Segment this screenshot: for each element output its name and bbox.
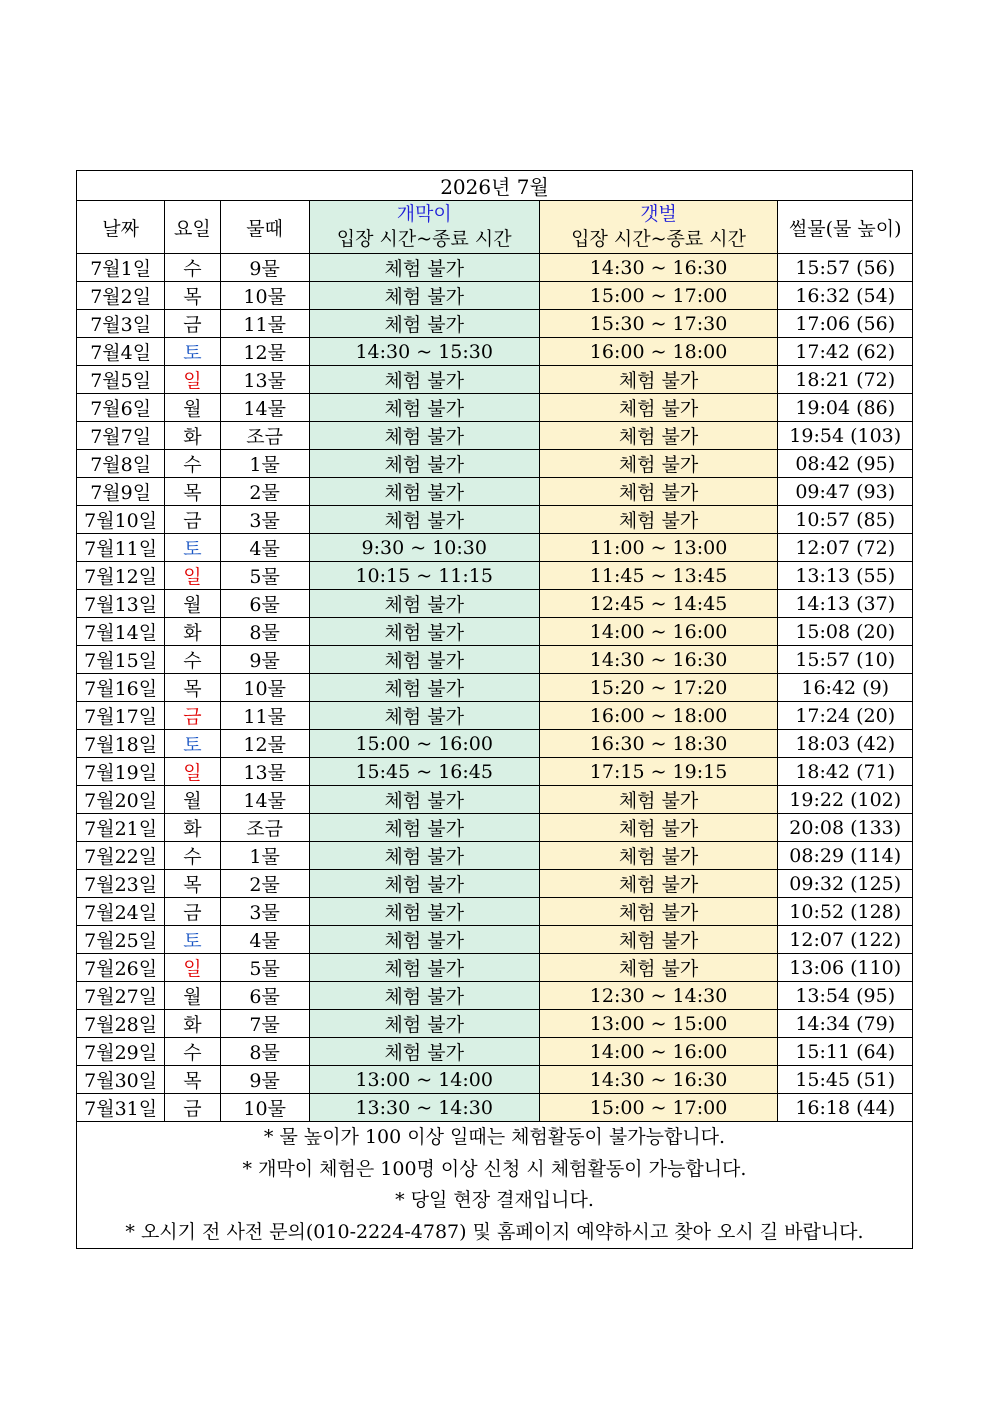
cell-weekday: 목 — [165, 478, 220, 506]
cell-gaemagi: 14:30 ~ 15:30 — [309, 338, 539, 366]
cell-tide: 4물 — [220, 534, 309, 562]
cell-tide: 8물 — [220, 618, 309, 646]
cell-ebb: 17:42 (62) — [778, 338, 913, 366]
cell-weekday: 금 — [165, 310, 220, 338]
cell-weekday: 금 — [165, 702, 220, 730]
cell-ebb: 15:57 (10) — [778, 646, 913, 674]
cell-tide: 5물 — [220, 954, 309, 982]
cell-ebb: 17:24 (20) — [778, 702, 913, 730]
cell-tide: 10물 — [220, 674, 309, 702]
cell-gaemagi: 체험 불가 — [309, 506, 539, 534]
cell-ebb: 12:07 (72) — [778, 534, 913, 562]
cell-gaetbeol: 16:00 ~ 18:00 — [539, 702, 778, 730]
cell-weekday: 일 — [165, 562, 220, 590]
cell-tide: 10물 — [220, 1094, 309, 1122]
cell-gaemagi: 체험 불가 — [309, 590, 539, 618]
cell-date: 7월20일 — [77, 786, 165, 814]
table-row — [77, 338, 913, 366]
cell-date: 7월12일 — [77, 562, 165, 590]
cell-ebb: 14:34 (79) — [778, 1010, 913, 1038]
cell-ebb: 16:32 (54) — [778, 282, 913, 310]
cell-gaetbeol: 체험 불가 — [539, 450, 778, 478]
cell-weekday: 토 — [165, 534, 220, 562]
cell-tide: 9물 — [220, 254, 309, 282]
cell-gaetbeol: 체험 불가 — [539, 842, 778, 870]
cell-gaemagi: 체험 불가 — [309, 394, 539, 422]
cell-ebb: 13:06 (110) — [778, 954, 913, 982]
cell-gaetbeol: 체험 불가 — [539, 394, 778, 422]
cell-tide: 6물 — [220, 982, 309, 1010]
cell-weekday: 금 — [165, 506, 220, 534]
cell-gaemagi: 체험 불가 — [309, 1010, 539, 1038]
table-row — [77, 786, 913, 814]
cell-ebb: 15:08 (20) — [778, 618, 913, 646]
cell-gaetbeol: 12:30 ~ 14:30 — [539, 982, 778, 1010]
table-row — [77, 702, 913, 730]
cell-date: 7월5일 — [77, 366, 165, 394]
note-item: * 물 높이가 100 이상 일때는 체험활동이 불가능합니다. — [263, 1126, 726, 1148]
cell-weekday: 월 — [165, 590, 220, 618]
cell-gaetbeol: 16:00 ~ 18:00 — [539, 338, 778, 366]
cell-tide: 1물 — [220, 842, 309, 870]
cell-weekday: 수 — [165, 450, 220, 478]
cell-date: 7월21일 — [77, 814, 165, 842]
cell-gaetbeol: 13:00 ~ 15:00 — [539, 1010, 778, 1038]
table-row — [77, 254, 913, 282]
cell-gaemagi: 체험 불가 — [309, 646, 539, 674]
cell-ebb: 15:57 (56) — [778, 254, 913, 282]
table-row — [77, 506, 913, 534]
cell-tide: 4물 — [220, 926, 309, 954]
header-tide: 물때 — [220, 201, 309, 254]
cell-gaemagi: 13:00 ~ 14:00 — [309, 1066, 539, 1094]
cell-gaemagi: 체험 불가 — [309, 926, 539, 954]
cell-weekday: 수 — [165, 842, 220, 870]
table-row — [77, 842, 913, 870]
cell-date: 7월29일 — [77, 1038, 165, 1066]
cell-weekday: 화 — [165, 814, 220, 842]
cell-weekday: 목 — [165, 870, 220, 898]
cell-gaemagi: 체험 불가 — [309, 814, 539, 842]
cell-date: 7월25일 — [77, 926, 165, 954]
cell-weekday: 월 — [165, 982, 220, 1010]
table-row — [77, 562, 913, 590]
cell-gaemagi: 15:45 ~ 16:45 — [309, 758, 539, 786]
cell-date: 7월15일 — [77, 646, 165, 674]
cell-tide: 6물 — [220, 590, 309, 618]
cell-date: 7월14일 — [77, 618, 165, 646]
cell-tide: 2물 — [220, 478, 309, 506]
cell-date: 7월8일 — [77, 450, 165, 478]
cell-gaemagi: 체험 불가 — [309, 674, 539, 702]
cell-weekday: 토 — [165, 338, 220, 366]
cell-date: 7월18일 — [77, 730, 165, 758]
cell-date: 7월17일 — [77, 702, 165, 730]
cell-tide: 1물 — [220, 450, 309, 478]
table-row — [77, 814, 913, 842]
cell-gaetbeol: 체험 불가 — [539, 478, 778, 506]
cell-date: 7월16일 — [77, 674, 165, 702]
cell-date: 7월6일 — [77, 394, 165, 422]
table-title: 2026년 7월 — [77, 171, 913, 201]
cell-gaemagi: 체험 불가 — [309, 1038, 539, 1066]
cell-tide: 5물 — [220, 562, 309, 590]
cell-ebb: 18:03 (42) — [778, 730, 913, 758]
cell-gaemagi: 체험 불가 — [309, 282, 539, 310]
cell-gaetbeol: 15:00 ~ 17:00 — [539, 282, 778, 310]
cell-date: 7월3일 — [77, 310, 165, 338]
cell-gaetbeol: 체험 불가 — [539, 954, 778, 982]
cell-gaemagi: 13:30 ~ 14:30 — [309, 1094, 539, 1122]
notes-cell — [77, 1122, 913, 1249]
cell-tide: 조금 — [220, 814, 309, 842]
note-item: * 당일 현장 결재입니다. — [395, 1189, 594, 1211]
cell-weekday: 월 — [165, 786, 220, 814]
cell-gaetbeol: 14:30 ~ 16:30 — [539, 1066, 778, 1094]
table-row — [77, 534, 913, 562]
cell-gaemagi: 10:15 ~ 11:15 — [309, 562, 539, 590]
cell-weekday: 수 — [165, 1038, 220, 1066]
cell-tide: 13물 — [220, 758, 309, 786]
cell-ebb: 13:54 (95) — [778, 982, 913, 1010]
cell-gaemagi: 체험 불가 — [309, 254, 539, 282]
cell-gaetbeol: 17:15 ~ 19:15 — [539, 758, 778, 786]
cell-gaetbeol: 15:30 ~ 17:30 — [539, 310, 778, 338]
cell-weekday: 목 — [165, 674, 220, 702]
cell-ebb: 18:21 (72) — [778, 366, 913, 394]
cell-date: 7월19일 — [77, 758, 165, 786]
cell-gaetbeol: 체험 불가 — [539, 814, 778, 842]
cell-gaetbeol: 체험 불가 — [539, 898, 778, 926]
cell-ebb: 12:07 (122) — [778, 926, 913, 954]
table-row — [77, 366, 913, 394]
cell-gaemagi: 체험 불가 — [309, 422, 539, 450]
cell-weekday: 화 — [165, 1010, 220, 1038]
cell-tide: 3물 — [220, 898, 309, 926]
note-item: * 개막이 체험은 100명 이상 신청 시 체험활동이 가능합니다. — [242, 1157, 747, 1180]
cell-ebb: 09:47 (93) — [778, 478, 913, 506]
cell-gaetbeol: 14:30 ~ 16:30 — [539, 646, 778, 674]
cell-date: 7월26일 — [77, 954, 165, 982]
note-item: * 오시기 전 사전 문의(010-2224-4787) 및 홈페이지 예약하시고 찾아 오시 길 바랍니다. — [125, 1220, 864, 1243]
table-row — [77, 310, 913, 338]
cell-ebb: 14:13 (37) — [778, 590, 913, 618]
cell-tide: 14물 — [220, 394, 309, 422]
table-row — [77, 450, 913, 478]
cell-date: 7월31일 — [77, 1094, 165, 1122]
cell-gaetbeol: 14:00 ~ 16:00 — [539, 1038, 778, 1066]
cell-ebb: 20:08 (133) — [778, 814, 913, 842]
cell-date: 7월23일 — [77, 870, 165, 898]
cell-ebb: 18:42 (71) — [778, 758, 913, 786]
cell-ebb: 16:18 (44) — [778, 1094, 913, 1122]
cell-weekday: 화 — [165, 422, 220, 450]
cell-tide: 8물 — [220, 1038, 309, 1066]
table-row — [77, 926, 913, 954]
cell-tide: 12물 — [220, 730, 309, 758]
cell-gaemagi: 체험 불가 — [309, 310, 539, 338]
cell-tide: 7물 — [220, 1010, 309, 1038]
cell-gaetbeol: 15:00 ~ 17:00 — [539, 1094, 778, 1122]
cell-weekday: 목 — [165, 282, 220, 310]
cell-gaemagi: 체험 불가 — [309, 982, 539, 1010]
cell-tide: 12물 — [220, 338, 309, 366]
table-row — [77, 282, 913, 310]
cell-gaemagi: 체험 불가 — [309, 702, 539, 730]
header-gaemagi — [309, 201, 539, 254]
table-row — [77, 590, 913, 618]
cell-ebb: 17:06 (56) — [778, 310, 913, 338]
table-row — [77, 1094, 913, 1122]
cell-gaetbeol: 체험 불가 — [539, 926, 778, 954]
cell-date: 7월27일 — [77, 982, 165, 1010]
cell-ebb: 19:54 (103) — [778, 422, 913, 450]
cell-ebb: 08:29 (114) — [778, 842, 913, 870]
cell-gaemagi: 체험 불가 — [309, 842, 539, 870]
cell-weekday: 월 — [165, 394, 220, 422]
cell-weekday: 토 — [165, 926, 220, 954]
cell-ebb: 16:42 (9) — [778, 674, 913, 702]
cell-date: 7월28일 — [77, 1010, 165, 1038]
table-row — [77, 1010, 913, 1038]
cell-weekday: 수 — [165, 254, 220, 282]
cell-ebb: 13:13 (55) — [778, 562, 913, 590]
cell-gaetbeol: 체험 불가 — [539, 422, 778, 450]
header-gaemagi-label: 개막이 — [396, 203, 452, 225]
cell-gaemagi: 체험 불가 — [309, 898, 539, 926]
cell-ebb: 15:11 (64) — [778, 1038, 913, 1066]
cell-date: 7월22일 — [77, 842, 165, 870]
cell-gaetbeol: 16:30 ~ 18:30 — [539, 730, 778, 758]
cell-tide: 11물 — [220, 702, 309, 730]
cell-ebb: 09:32 (125) — [778, 870, 913, 898]
cell-tide: 2물 — [220, 870, 309, 898]
header-gaemagi-time: 입장 시간~종료 시간 — [336, 228, 512, 250]
header-gaetbeol-time: 입장 시간~종료 시간 — [571, 228, 746, 250]
cell-ebb: 15:45 (51) — [778, 1066, 913, 1094]
cell-date: 7월2일 — [77, 282, 165, 310]
cell-ebb: 10:52 (128) — [778, 898, 913, 926]
cell-gaemagi: 체험 불가 — [309, 478, 539, 506]
cell-gaetbeol: 체험 불가 — [539, 870, 778, 898]
cell-weekday: 토 — [165, 730, 220, 758]
cell-tide: 3물 — [220, 506, 309, 534]
cell-date: 7월24일 — [77, 898, 165, 926]
table-row — [77, 982, 913, 1010]
cell-gaetbeol: 11:00 ~ 13:00 — [539, 534, 778, 562]
cell-tide: 9물 — [220, 646, 309, 674]
cell-tide: 9물 — [220, 1066, 309, 1094]
cell-gaemagi: 체험 불가 — [309, 870, 539, 898]
cell-tide: 11물 — [220, 310, 309, 338]
header-date: 날짜 — [77, 201, 165, 254]
table-row — [77, 394, 913, 422]
cell-date: 7월1일 — [77, 254, 165, 282]
cell-ebb: 08:42 (95) — [778, 450, 913, 478]
cell-date: 7월13일 — [77, 590, 165, 618]
cell-tide: 10물 — [220, 282, 309, 310]
cell-gaetbeol: 체험 불가 — [539, 366, 778, 394]
cell-gaetbeol: 11:45 ~ 13:45 — [539, 562, 778, 590]
tide-schedule-table — [76, 170, 913, 1249]
cell-gaetbeol: 15:20 ~ 17:20 — [539, 674, 778, 702]
cell-date: 7월7일 — [77, 422, 165, 450]
cell-gaemagi: 체험 불가 — [309, 618, 539, 646]
cell-gaemagi: 체험 불가 — [309, 786, 539, 814]
cell-weekday: 일 — [165, 758, 220, 786]
cell-weekday: 수 — [165, 646, 220, 674]
cell-ebb: 10:57 (85) — [778, 506, 913, 534]
cell-weekday: 일 — [165, 954, 220, 982]
table-row — [77, 758, 913, 786]
table-row — [77, 730, 913, 758]
cell-gaetbeol: 체험 불가 — [539, 786, 778, 814]
cell-gaemagi: 체험 불가 — [309, 954, 539, 982]
table-row — [77, 870, 913, 898]
cell-ebb: 19:22 (102) — [778, 786, 913, 814]
table-row — [77, 954, 913, 982]
header-weekday: 요일 — [165, 201, 220, 254]
cell-tide: 조금 — [220, 422, 309, 450]
cell-weekday: 일 — [165, 366, 220, 394]
header-gaetbeol — [539, 201, 778, 254]
cell-date: 7월10일 — [77, 506, 165, 534]
table-row — [77, 674, 913, 702]
cell-weekday: 화 — [165, 618, 220, 646]
table-row — [77, 422, 913, 450]
cell-date: 7월4일 — [77, 338, 165, 366]
header-ebb: 썰물(물 높이) — [778, 201, 913, 254]
cell-date: 7월9일 — [77, 478, 165, 506]
cell-tide: 14물 — [220, 786, 309, 814]
cell-weekday: 금 — [165, 1094, 220, 1122]
table-row — [77, 1066, 913, 1094]
cell-weekday: 목 — [165, 1066, 220, 1094]
table-row — [77, 618, 913, 646]
cell-gaetbeol: 14:00 ~ 16:00 — [539, 618, 778, 646]
table-row — [77, 646, 913, 674]
cell-gaetbeol: 12:45 ~ 14:45 — [539, 590, 778, 618]
table-row — [77, 1038, 913, 1066]
table-row — [77, 478, 913, 506]
cell-gaemagi: 15:00 ~ 16:00 — [309, 730, 539, 758]
cell-date: 7월11일 — [77, 534, 165, 562]
cell-gaemagi: 체험 불가 — [309, 366, 539, 394]
cell-tide: 13물 — [220, 366, 309, 394]
cell-gaetbeol: 14:30 ~ 16:30 — [539, 254, 778, 282]
cell-gaemagi: 9:30 ~ 10:30 — [309, 534, 539, 562]
table-row — [77, 898, 913, 926]
cell-gaemagi: 체험 불가 — [309, 450, 539, 478]
header-gaetbeol-label: 갯벌 — [640, 203, 677, 225]
cell-gaetbeol: 체험 불가 — [539, 506, 778, 534]
cell-date: 7월30일 — [77, 1066, 165, 1094]
cell-ebb: 19:04 (86) — [778, 394, 913, 422]
cell-weekday: 금 — [165, 898, 220, 926]
